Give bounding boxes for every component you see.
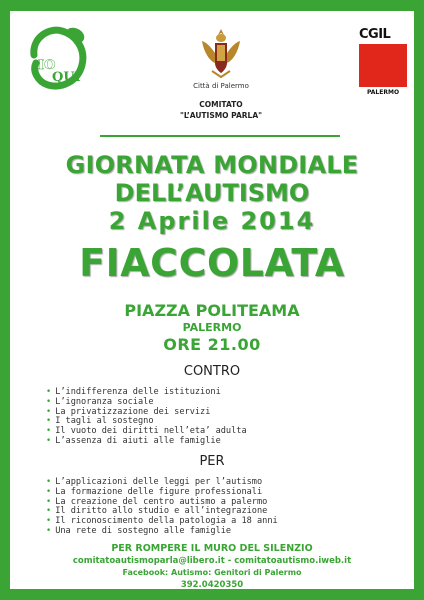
list-item: • I tagli al sostegno <box>46 417 386 427</box>
cgil-red-block <box>359 44 407 87</box>
list-item: • Una rete di sostegno alle famiglie <box>46 527 386 537</box>
event-city: PALERMO <box>182 321 242 334</box>
footer-slogan: PER ROMPERE IL MURO DEL SILENZIO <box>111 543 313 554</box>
header-divider <box>100 135 340 137</box>
event-date: 2 Aprile 2014 <box>108 207 316 235</box>
contro-list <box>46 388 386 447</box>
comitato-line2: "L’AUTISMO PARLA" <box>179 111 263 120</box>
city-name: Città di Palermo <box>193 82 249 90</box>
list-item: • L’indifferenza delle istituzioni <box>46 388 386 398</box>
title-line-2: DELL’AUTISMO <box>114 179 310 207</box>
event-name: FIACCOLATA <box>79 241 345 285</box>
footer-phone: 392.0420350 <box>180 580 244 590</box>
cgil-city: PALERMO <box>366 89 400 96</box>
io-qui-logo <box>28 25 90 91</box>
footer-facebook: Facebook: Autismo: Genitori di Palermo <box>122 568 302 577</box>
poster-sheet <box>10 11 414 589</box>
cgil-logo <box>359 27 407 96</box>
list-item: • Il riconoscimento della patologia a 18 anni <box>46 517 386 527</box>
comitato-label <box>120 99 322 121</box>
svg-text:QUI: QUI <box>52 70 81 85</box>
event-time: ORE 21.00 <box>163 335 261 354</box>
list-item: • La creazione del centro autismo a palermo <box>46 498 386 508</box>
list-item: • L’assenza di aiuti alle famiglie <box>46 437 386 447</box>
list-item: • Il vuoto dei diritti nell’eta’ adulta <box>46 427 386 437</box>
title-line-1: GIORNATA MONDIALE <box>65 151 359 179</box>
contro-heading: CONTRO <box>183 364 241 379</box>
cgil-word: CGIL <box>359 27 391 42</box>
event-square: PIAZZA POLITEAMA <box>124 301 300 320</box>
footer-contacts: comitatoautismoparla@libero.it - comitatoautismo.iweb.it <box>72 556 352 566</box>
list-item: • La formazione delle figure professionali <box>46 488 386 498</box>
per-list <box>46 478 386 537</box>
list-item: • L’ignoranza sociale <box>46 398 386 408</box>
palermo-eagle-crest-icon <box>198 27 244 79</box>
list-item: • La privatizzazione dei servizi <box>46 408 386 418</box>
list-item: • L’applicazioni delle leggi per l’autismo <box>46 478 386 488</box>
list-item: • Il diritto allo studio e all’integrazione <box>46 507 386 517</box>
svg-text:IO: IO <box>38 58 56 73</box>
comitato-line1: COMITATO <box>199 100 243 109</box>
per-heading: PER <box>199 454 225 469</box>
